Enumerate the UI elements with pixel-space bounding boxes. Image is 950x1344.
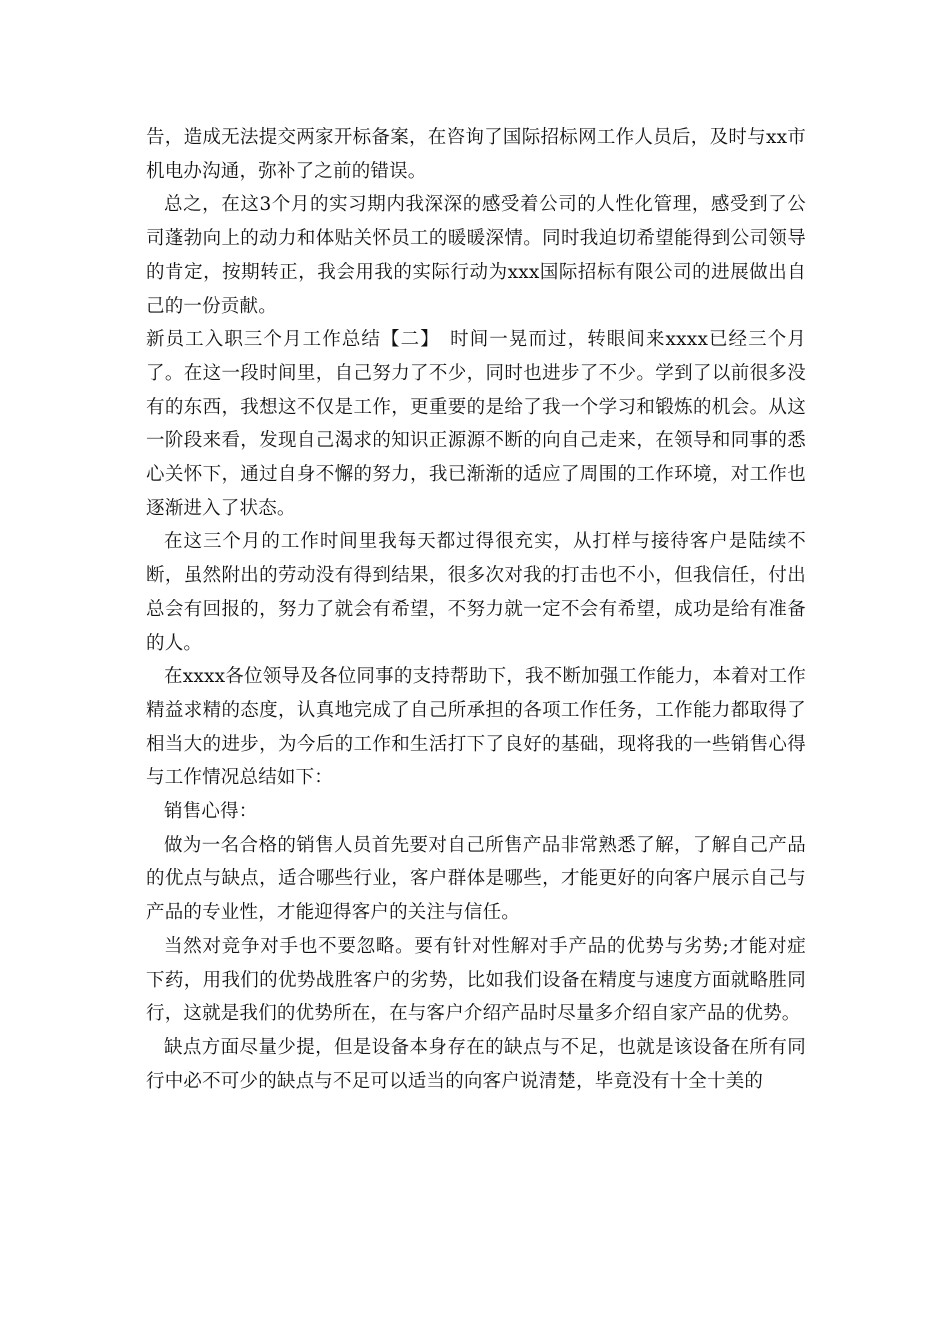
paragraph-7: 做为一名合格的销售人员首先要对自己所售产品非常熟悉了解，了解自己产品的优点与缺点，适合哪些行业，客户群体是哪些，才能更好的向客户展示自己与产品的专业性，才能迎得客户的关注与信任。 <box>146 834 806 924</box>
paragraph-3-section-heading: 新员工入职三个月工作总结【二】 时间一晃而过，转眼间来xxxx已经三个月了。在这一段时间里，自己努力了不少，同时也进步了不少。学到了以前很多没有的东西，我想这不仅是工作，更重要的是给了我一个学习和锻炼的机会。从这一阶段来看，发现自己渴求的知识正源源不断的向自己走来，在领导和同事的悉心关怀下，通过自身不懈的努力，我已渐渐的适应了周围的工作环境，对工作也逐渐进入了状态。 <box>146 329 806 519</box>
paragraph-1: 告，造成无法提交两家开标备案，在咨询了国际招标网工作人员后，及时与xx市机电办沟通，弥补了之前的错误。 <box>146 127 806 182</box>
paragraph-5: 在xxxx各位领导及各位同事的支持帮助下，我不断加强工作能力，本着对工作精益求精的态度，认真地完成了自己所承担的各项工作任务，工作能力都取得了相当大的进步，为今后的工作和生活打下了良好的基础，现将我的一些销售心得与工作情况总结如下： <box>146 666 806 789</box>
paragraph-6-subheading: 销售心得： <box>164 801 258 823</box>
document-page <box>146 121 806 1098</box>
paragraph-4: 在这三个月的工作时间里我每天都过得很充实，从打样与接待客户是陆续不断，虽然附出的劳动没有得到结果，很多次对我的打击也不小，但我信任，付出总会有回报的，努力了就会有希望，不努力就一定不会有希望，成功是给有准备的人。 <box>146 531 806 654</box>
paragraph-2: 总之，在这3个月的实习期内我深深的感受着公司的人性化管理，感受到了公司蓬勃向上的动力和体贴关怀员工的暖暖深情。同时我迫切希望能得到公司领导的肯定，按期转正，我会用我的实际行动为xxx国际招标有限公司的进展做出自己的一份贡献。 <box>146 194 806 317</box>
paragraph-9: 缺点方面尽量少提，但是设备本身存在的缺点与不足，也就是该设备在所有同行中必不可少的缺点与不足可以适当的向客户说清楚，毕竟没有十全十美的 <box>146 1036 806 1092</box>
paragraph-8: 当然对竞争对手也不要忽略。要有针对性解对手产品的优势与劣势;才能对症下药，用我们的优势战胜客户的劣势，比如我们设备在精度与速度方面就略胜同行，这就是我们的优势所在，在与客户介绍产品时尽量多介绍自家产品的优势。 <box>146 935 806 1025</box>
